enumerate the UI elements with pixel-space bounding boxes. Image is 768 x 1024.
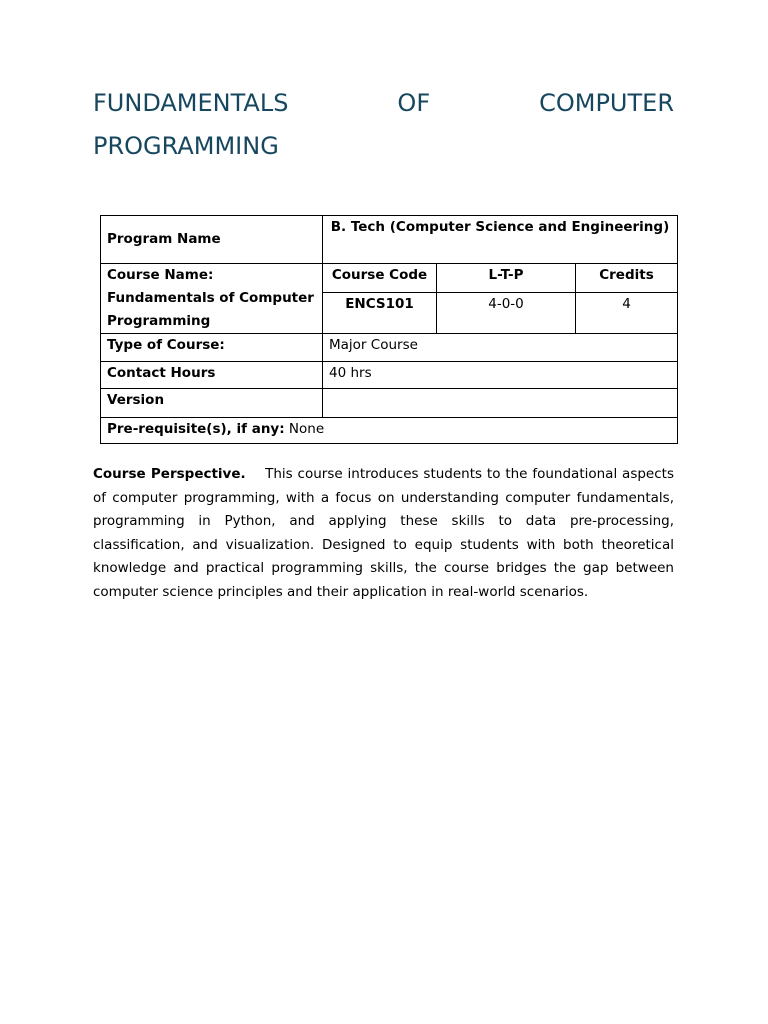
table-row bbox=[101, 418, 678, 444]
contact-hours-label: Contact Hours bbox=[101, 362, 323, 389]
credits-header: Credits bbox=[576, 264, 678, 293]
type-of-course-label: Type of Course: bbox=[101, 334, 323, 362]
course-code-value: ENCS101 bbox=[323, 293, 437, 334]
title-line-1 bbox=[93, 82, 674, 125]
title-line-2: PROGRAMMING bbox=[93, 132, 279, 160]
table-row bbox=[101, 362, 678, 389]
course-info-table bbox=[100, 215, 678, 444]
course-perspective-paragraph bbox=[93, 463, 674, 604]
contact-hours-value: 40 hrs bbox=[323, 362, 678, 389]
page-title bbox=[93, 82, 674, 168]
program-name-value: B. Tech (Computer Science and Engineering) bbox=[323, 216, 678, 264]
course-name-value: Fundamentals of Computer Programming bbox=[107, 290, 314, 329]
course-code-header: Course Code bbox=[323, 264, 437, 293]
credits-value: 4 bbox=[576, 293, 678, 334]
course-perspective-label: Course Perspective. bbox=[93, 466, 246, 482]
course-perspective-text: This course introduces students to the foundational aspects of computer programming, with a focus on understanding computer fundamentals, programming in Python, and applying these skills to data pre-processing, classification, and visualization. Designed to equip students with both theoretical knowledge and practical programming skills, the course bridges the gap between computer science principles and their application in real-world scenarios. bbox=[93, 466, 674, 600]
prerequisite-value: None bbox=[288, 421, 325, 437]
type-of-course-value: Major Course bbox=[323, 334, 678, 362]
table-row bbox=[101, 216, 678, 264]
title-word-1: FUNDAMENTALS bbox=[93, 89, 289, 117]
table-row bbox=[101, 389, 678, 418]
version-label: Version bbox=[101, 389, 323, 418]
prerequisite-label: Pre-requisite(s), if any: bbox=[107, 421, 285, 437]
table-row bbox=[101, 264, 678, 293]
ltp-header: L-T-P bbox=[437, 264, 576, 293]
course-name-cell bbox=[101, 264, 323, 334]
title-word-2: OF bbox=[397, 89, 431, 117]
program-name-label: Program Name bbox=[101, 216, 323, 264]
version-value bbox=[323, 389, 678, 418]
table-row bbox=[101, 334, 678, 362]
prerequisite-cell bbox=[101, 418, 678, 444]
title-word-3: COMPUTER bbox=[539, 89, 674, 117]
ltp-value: 4-0-0 bbox=[437, 293, 576, 334]
course-name-label: Course Name: bbox=[107, 267, 214, 283]
